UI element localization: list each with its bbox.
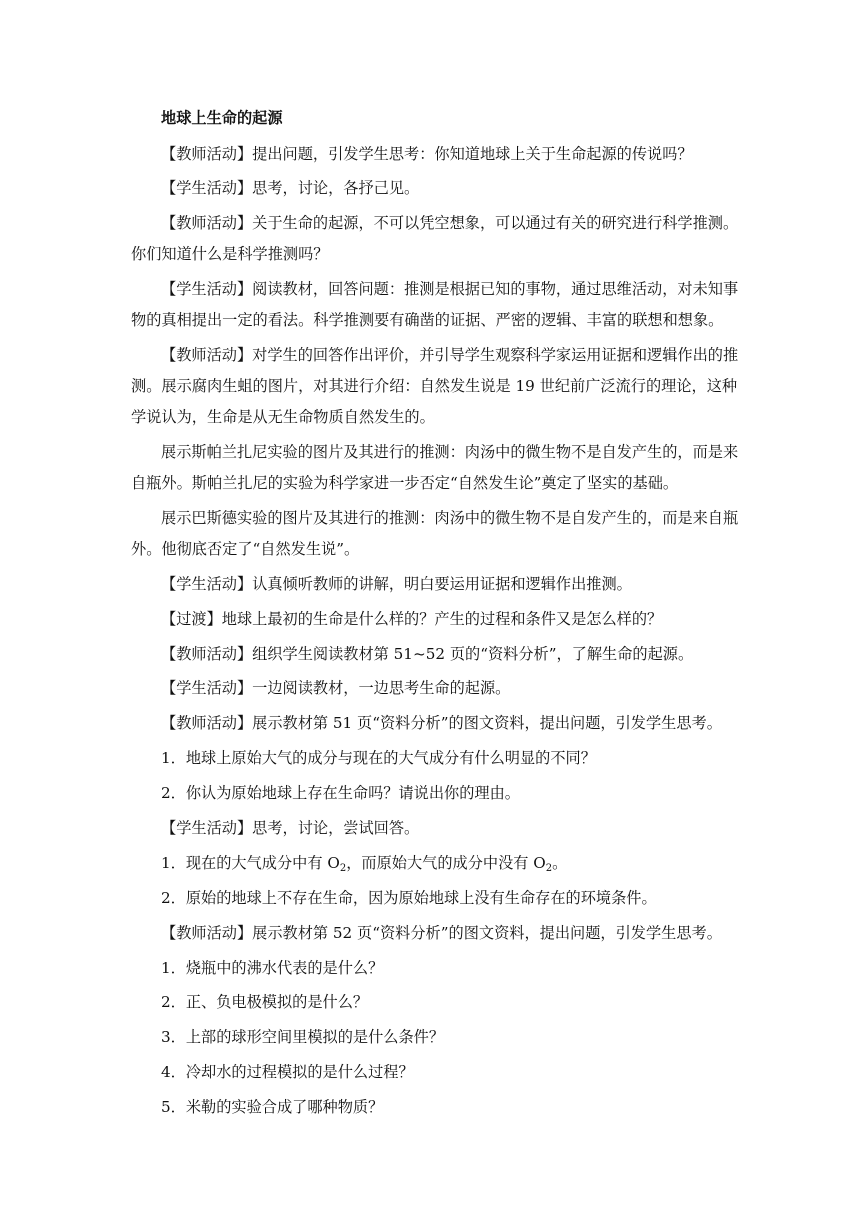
question-item: 5．米勒的实验合成了哪种物质？ xyxy=(161,1098,384,1117)
question-item: 2．正、负电极模拟的是什么？ xyxy=(161,993,369,1012)
document-page xyxy=(131,108,739,1132)
paragraph-line: 你们知道什么是科学推测吗？ xyxy=(131,245,329,264)
question-item: 1．地球上原始大气的成分与现在的大气成分有什么明显的不同？ xyxy=(161,749,596,768)
question-item: 2．你认为原始地球上存在生命吗？请说出你的理由。 xyxy=(161,784,520,803)
paragraph-line: 【学生活动】思考，讨论，各抒己见。 xyxy=(161,179,420,198)
paragraph-line: 【学生活动】一边阅读教材，一边思考生命的起源。 xyxy=(161,679,511,698)
paragraph-line: 展示巴斯德实验的图片及其进行的推测：肉汤中的微生物不是自发产生的，而是来自瓶 xyxy=(161,508,739,527)
paragraph-line: 测。展示腐肉生蛆的图片，对其进行介绍：自然发生说是 19 世纪前广泛流行的理论，这种 xyxy=(131,377,738,396)
answer-text-middle: ，而原始大气的成分中没有 O xyxy=(346,853,546,872)
paragraph-line: 自瓶外。斯帕兰扎尼的实验为科学家进一步否定“自然发生论”奠定了坚实的基础。 xyxy=(131,473,679,492)
answer-item: 2．原始的地球上不存在生命，因为原始地球上没有生命存在的环境条件。 xyxy=(161,888,657,907)
paragraph-line: 【教师活动】提出问题，引发学生思考：你知道地球上关于生命起源的传说吗？ xyxy=(161,144,693,163)
paragraph-line: 物的真相提出一定的看法。科学推测要有确凿的证据、严密的逻辑、丰富的联想和想象。 xyxy=(131,311,724,330)
paragraph-line: 【教师活动】展示教材第 52 页“资料分析”的图文资料，提出问题，引发学生思考。 xyxy=(161,923,722,942)
paragraph-line: 【学生活动】阅读教材，回答问题：推测是根据已知的事物，通过思维活动，对未知事 xyxy=(161,280,739,299)
paragraph-line: 【教师活动】组织学生阅读教材第 51~52 页的“资料分析”，了解生命的起源。 xyxy=(161,644,694,663)
paragraph-line: 【教师活动】展示教材第 51 页“资料分析”的图文资料，提出问题，引发学生思考。 xyxy=(161,714,722,733)
subscript-2: 2 xyxy=(339,862,347,874)
paragraph-line: 展示斯帕兰扎尼实验的图片及其进行的推测：肉汤中的微生物不是自发产生的，而是来 xyxy=(161,442,739,461)
paragraph-line: 学说认为，生命是从无生命物质自然发生的。 xyxy=(131,408,435,427)
paragraph-line: 【教师活动】关于生命的起源，不可以凭空想象，可以通过有关的研究进行科学推测。 xyxy=(161,214,739,233)
paragraph-line: 【过渡】地球上最初的生命是什么样的？产生的过程和条件又是怎么样的？ xyxy=(161,609,663,628)
paragraph-line: 【教师活动】对学生的回答作出评价，并引导学生观察科学家运用证据和逻辑作出的推 xyxy=(161,346,739,365)
answer-text-start: 1．现在的大气成分中有 O xyxy=(161,853,340,872)
section-title: 地球上生命的起源 xyxy=(161,109,283,127)
answer-item xyxy=(131,853,731,874)
paragraph-line: 【学生活动】认真倾听教师的讲解，明白要运用证据和逻辑作出推测。 xyxy=(161,574,632,593)
question-item: 1．烧瓶中的沸水代表的是什么？ xyxy=(161,958,384,977)
subscript-2: 2 xyxy=(545,862,553,874)
paragraph-line: 【学生活动】思考，讨论，尝试回答。 xyxy=(161,818,420,837)
paragraph-line: 外。他彻底否定了“自然发生说”。 xyxy=(131,539,360,558)
question-item: 3．上部的球形空间里模拟的是什么条件？ xyxy=(161,1028,445,1047)
answer-text-end: 。 xyxy=(552,853,568,872)
question-item: 4．冷却水的过程模拟的是什么过程？ xyxy=(161,1063,414,1082)
